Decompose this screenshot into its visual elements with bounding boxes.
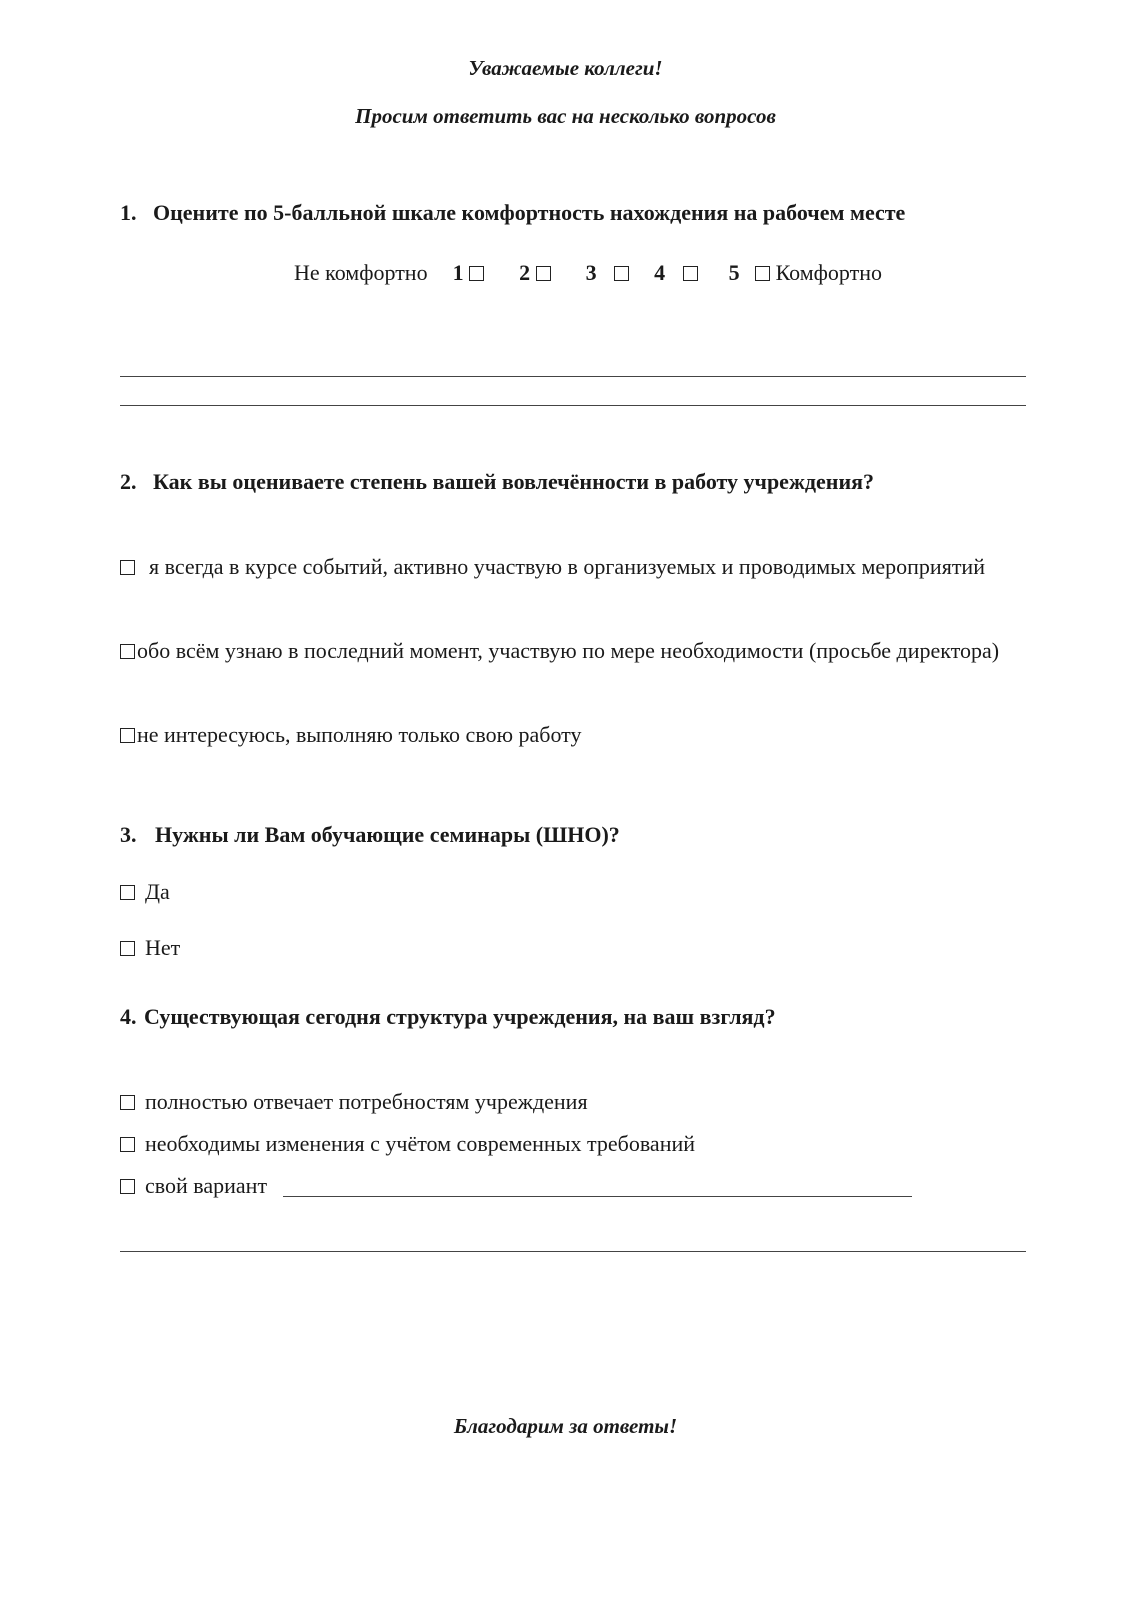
scale-left-label: Не комфортно — [294, 260, 428, 285]
scale-4-label: 4 — [654, 260, 666, 285]
question-3 — [120, 822, 620, 848]
question-1 — [120, 200, 905, 226]
question-2-text: Как вы оцениваете степень вашей вовлечённости в работу учреждения? — [153, 469, 875, 494]
scale-1-checkbox[interactable] — [469, 266, 484, 281]
scale-4-checkbox[interactable] — [683, 266, 698, 281]
question-3-text: Нужны ли Вам обучающие семинары (ШНО)? — [155, 822, 620, 847]
question-2 — [120, 469, 874, 495]
q2-option-3-label: не интересуюсь, выполняю только свою работу — [137, 722, 582, 747]
subtitle: Просим ответить вас на несколько вопросов — [355, 104, 776, 128]
scale-5-label: 5 — [728, 260, 740, 285]
q4-option-1[interactable] — [120, 1087, 1031, 1116]
q3-option-no-label: Нет — [145, 935, 181, 960]
q2-option-3[interactable] — [120, 720, 1031, 749]
scale-5-checkbox[interactable] — [755, 266, 770, 281]
q4-option-2-label: необходимы изменения с учётом современных требований — [145, 1131, 696, 1156]
q4-option-1-checkbox[interactable] — [120, 1095, 135, 1110]
q3-option-yes-checkbox[interactable] — [120, 885, 135, 900]
thanks-note: Благодарим за ответы! — [453, 1414, 678, 1438]
q3-option-yes[interactable] — [120, 877, 1031, 906]
q2-option-1-label: я всегда в курсе событий, активно участвую в организуемых и проводимых мероприятий — [149, 554, 985, 579]
q2-option-1-checkbox[interactable] — [120, 560, 135, 575]
question-3-number: 3. — [120, 822, 137, 847]
q3-option-no[interactable] — [120, 933, 1031, 962]
answer-line[interactable] — [120, 405, 1026, 406]
scale-2-checkbox[interactable] — [536, 266, 551, 281]
q4-option-2[interactable] — [120, 1129, 1031, 1158]
comfort-scale — [294, 260, 882, 286]
question-2-number: 2. — [120, 469, 137, 494]
scale-3-label: 3 — [585, 260, 597, 285]
scale-2-label: 2 — [519, 260, 531, 285]
q2-option-3-checkbox[interactable] — [120, 728, 135, 743]
question-4 — [120, 1004, 776, 1030]
q2-option-1[interactable] — [120, 552, 1031, 581]
q3-option-no-checkbox[interactable] — [120, 941, 135, 956]
scale-3-checkbox[interactable] — [614, 266, 629, 281]
q4-option-3-checkbox[interactable] — [120, 1179, 135, 1194]
question-4-number: 4. — [120, 1004, 137, 1029]
q2-option-2[interactable] — [120, 636, 1031, 665]
q2-option-2-checkbox[interactable] — [120, 644, 135, 659]
question-4-text: Существующая сегодня структура учреждения, на ваш взгляд? — [144, 1004, 776, 1029]
question-1-text: Оцените по 5-балльной шкале комфортность нахождения на рабочем месте — [153, 200, 906, 225]
greeting: Уважаемые коллеги! — [468, 56, 663, 80]
q2-option-2-label: обо всём узнаю в последний момент, участвую по мере необходимости (просьбе директора) — [137, 638, 1000, 663]
question-1-number: 1. — [120, 200, 137, 225]
scale-right-label: Комфортно — [775, 260, 883, 285]
answer-line[interactable] — [120, 376, 1026, 377]
q3-option-yes-label: Да — [145, 879, 170, 904]
answer-line[interactable] — [120, 1251, 1026, 1252]
q4-option-1-label: полностью отвечает потребностям учреждения — [145, 1089, 588, 1114]
custom-answer-line[interactable] — [283, 1196, 912, 1197]
q4-option-3[interactable] — [120, 1171, 267, 1200]
q4-option-3-label: свой вариант — [145, 1173, 268, 1198]
q4-option-2-checkbox[interactable] — [120, 1137, 135, 1152]
scale-1-label: 1 — [452, 260, 464, 285]
